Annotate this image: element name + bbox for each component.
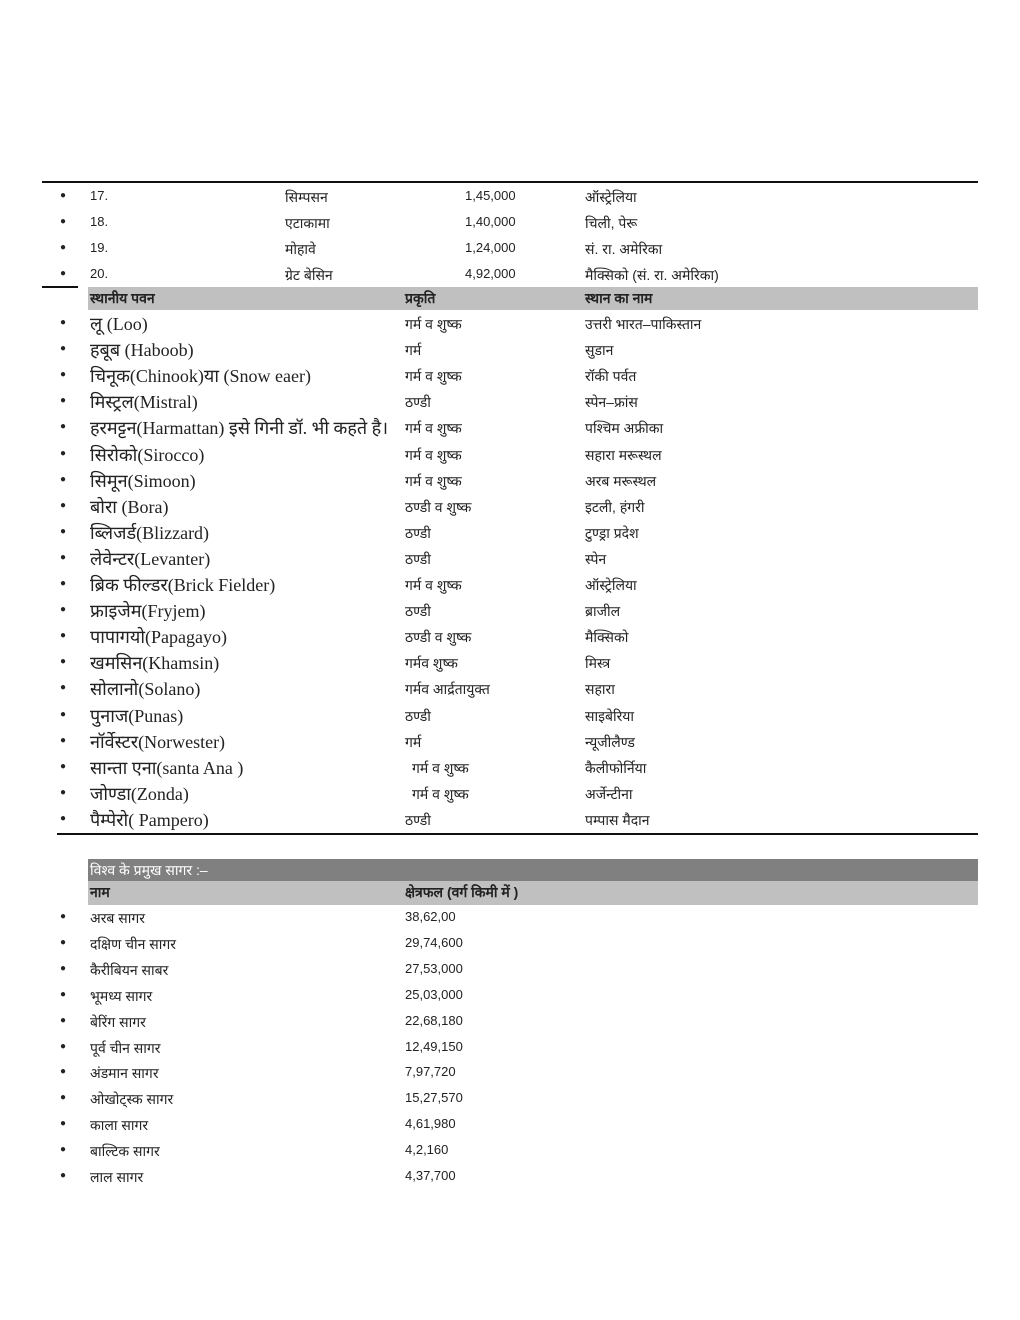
table-row — [0, 210, 1020, 236]
top-rule — [42, 181, 978, 183]
table-row — [0, 729, 1020, 755]
wind-place: मिस्त्र — [585, 655, 611, 672]
wind-name: सोलानो(Solano) — [90, 679, 201, 700]
bullet-icon: ● — [60, 786, 67, 798]
bullet-icon: ● — [60, 473, 67, 485]
desert-location: ऑस्ट्रेलिया — [585, 189, 637, 205]
bullet-icon: ● — [60, 936, 67, 948]
bullet-icon: ● — [60, 525, 67, 537]
wind-nature: गर्म व शुष्क — [405, 446, 462, 463]
wind-nature: गर्म व शुष्क — [405, 420, 462, 437]
wind-nature: गर्म व शुष्क — [412, 759, 469, 776]
sea-area: 29,74,600 — [405, 934, 463, 950]
desert-number: 19. — [90, 240, 109, 255]
table-row — [0, 184, 1020, 210]
wind-place: स्पेन–फ्रांस — [585, 394, 638, 411]
table-row — [0, 755, 1020, 781]
bullet-icon: ● — [60, 369, 67, 381]
wind-name: पापागयो(Papagayo) — [90, 627, 227, 648]
header-nature: प्रकृति — [405, 290, 436, 306]
wind-name: फ्राइजेम(Fryjem) — [90, 601, 206, 622]
wind-nature: ठण्डी — [405, 394, 431, 411]
wind-nature: ठण्डी — [405, 603, 431, 620]
table-row — [0, 598, 1020, 624]
desert-location: मैक्सिको (सं. रा. अमेरिका) — [585, 267, 719, 283]
bullet-icon: ● — [60, 604, 67, 616]
header-place: स्थान का नाम — [585, 290, 653, 306]
table-row — [0, 389, 1020, 415]
wind-name: बोरा (Bora) — [90, 496, 169, 517]
bullet-icon: ● — [60, 630, 67, 642]
bullet-icon: ● — [60, 499, 67, 511]
bullet-icon: ● — [60, 962, 67, 974]
wind-name: पुनाज(Punas) — [90, 705, 184, 726]
table-row — [0, 236, 1020, 262]
wind-name: सान्ता एना(santa Ana ) — [90, 757, 244, 778]
wind-place: पम्पास मैदान — [585, 811, 650, 828]
bullet-icon: ● — [60, 1118, 67, 1130]
wind-name: मिस्ट्रल(Mistral) — [90, 392, 198, 413]
table-row — [0, 415, 1020, 441]
wind-nature: गर्म — [405, 342, 422, 359]
bullet-icon: ● — [60, 343, 67, 355]
table-row — [0, 363, 1020, 389]
table-row — [0, 442, 1020, 468]
sea-area: 27,53,000 — [405, 960, 463, 976]
header-local-wind: स्थानीय पवन — [90, 290, 155, 306]
wind-name: सिरोको(Sirocco) — [90, 444, 205, 465]
wind-name: हबूब (Haboob) — [90, 340, 194, 361]
wind-name: ब्लिजर्ड(Blizzard) — [90, 522, 210, 543]
sea-name: अरब सागर — [90, 910, 146, 926]
bullet-icon: ● — [60, 242, 67, 253]
wind-place: उत्तरी भारत–पाकिस्तान — [585, 316, 702, 332]
bullet-icon: ● — [60, 1170, 67, 1181]
table-row — [0, 520, 1020, 546]
table-row — [0, 1138, 1020, 1164]
wind-nature: ठण्डी — [405, 707, 431, 724]
sea-area: 22,68,180 — [405, 1012, 463, 1028]
wind-place: न्यूजीलैण्ड — [585, 733, 635, 750]
rule-stub — [42, 286, 78, 288]
sea-name: अंडमान सागर — [90, 1065, 159, 1082]
sea-area: 38,62,00 — [405, 909, 456, 924]
bullet-icon: ● — [60, 760, 67, 772]
wind-place: स्पेन — [585, 550, 607, 567]
wind-nature: गर्म व शुष्क — [412, 785, 469, 802]
bullet-icon: ● — [60, 812, 67, 824]
wind-nature: गर्म व शुष्क — [405, 472, 462, 489]
desert-number: 17. — [90, 188, 109, 203]
wind-place: मैक्सिको — [585, 629, 629, 646]
table-row — [0, 494, 1020, 520]
table-row — [0, 546, 1020, 572]
table-row — [0, 781, 1020, 807]
bullet-icon: ● — [60, 1014, 67, 1026]
table-row — [0, 905, 1020, 931]
table-row — [0, 468, 1020, 494]
wind-place: पश्चिम अफ्रीका — [585, 420, 664, 437]
wind-name: सिमून(Simoon) — [90, 470, 196, 491]
table-row — [0, 703, 1020, 729]
wind-nature: ठण्डी व शुष्क — [405, 498, 472, 515]
desert-number: 18. — [90, 214, 109, 229]
sea-name: कैरीबियन साबर — [90, 961, 169, 978]
table-row — [0, 807, 1020, 833]
table-row — [0, 650, 1020, 676]
table-row — [0, 337, 1020, 363]
bullet-icon: ● — [60, 578, 67, 589]
sea-name: लाल सागर — [90, 1169, 144, 1185]
wind-place: टुण्ड्रा प्रदेश — [585, 524, 639, 541]
sea-name: काला सागर — [90, 1117, 149, 1134]
sea-area: 4,61,980 — [405, 1116, 456, 1132]
bullet-icon: ● — [60, 1092, 67, 1104]
desert-area: 1,45,000 — [465, 188, 516, 203]
table-row — [0, 1086, 1020, 1112]
wind-place: इटली, हंगरी — [585, 498, 645, 515]
sea-name: पूर्व चीन सागर — [90, 1039, 161, 1056]
desert-area: 4,92,000 — [465, 266, 516, 281]
desert-area: 1,40,000 — [465, 214, 516, 229]
seas-header — [88, 881, 978, 905]
wind-place: अर्जेन्टीना — [585, 785, 633, 802]
sea-name: ओखोट्स्क सागर — [90, 1091, 174, 1108]
wind-place: अरब मरूस्थल — [585, 472, 657, 489]
wind-place: साइबेरिया — [585, 707, 635, 724]
bullet-icon: ● — [60, 190, 67, 201]
bullet-icon: ● — [60, 1144, 67, 1156]
wind-nature: गर्म व शुष्क — [405, 577, 462, 593]
wind-nature: गर्म व शुष्क — [405, 316, 462, 332]
header-sea-name: नाम — [90, 884, 110, 900]
bullet-icon: ● — [60, 734, 67, 746]
wind-name: हरमट्टन(Harmattan) इसे गिनी डॉ. भी कहते है। — [90, 418, 389, 439]
desert-area: 1,24,000 — [465, 240, 516, 255]
wind-name: जोण्डा(Zonda) — [90, 783, 189, 804]
desert-name: मोहावे — [285, 241, 316, 257]
bullet-icon: ● — [60, 682, 67, 694]
table-row — [0, 624, 1020, 650]
table-row — [0, 931, 1020, 957]
wind-nature: ठण्डी — [405, 550, 431, 567]
seas-title-band — [88, 859, 978, 881]
desert-number: 20. — [90, 266, 109, 281]
desert-name: सिम्पसन — [285, 189, 328, 205]
bullet-icon: ● — [60, 1066, 67, 1078]
seas-title: विश्व के प्रमुख सागर :– — [90, 862, 208, 878]
bullet-icon: ● — [60, 911, 67, 922]
table-row — [0, 983, 1020, 1009]
wind-nature: ठण्डी — [405, 811, 431, 828]
bullet-icon: ● — [60, 421, 67, 433]
wind-name: नॉर्वेस्टर(Norwester) — [90, 731, 226, 752]
table-row — [0, 1035, 1020, 1061]
table-row — [0, 957, 1020, 983]
wind-place: ऑस्ट्रेलिया — [585, 577, 637, 593]
sea-name: बाल्टिक सागर — [90, 1143, 160, 1160]
bullet-icon: ● — [60, 551, 67, 563]
wind-place: ब्राजील — [585, 603, 621, 620]
wind-nature: गर्म — [405, 733, 422, 750]
bullet-icon: ● — [60, 1040, 67, 1052]
wind-name: लू (Loo) — [90, 314, 148, 334]
desert-name: एटाकामा — [285, 215, 330, 231]
wind-name: लेवेन्टर(Levanter) — [90, 548, 211, 569]
wind-place: कैलीफोर्निया — [585, 759, 647, 776]
wind-nature: ठण्डी — [405, 524, 431, 541]
bullet-icon: ● — [60, 656, 67, 668]
desert-location: सं. रा. अमेरिका — [585, 241, 663, 257]
wind-place: सहारा — [585, 681, 615, 698]
wind-place: सहारा मरूस्थल — [585, 446, 662, 463]
sea-name: बेरिंग सागर — [90, 1013, 146, 1030]
sea-area: 12,49,150 — [405, 1038, 463, 1054]
wind-name: ब्रिक फील्डर(Brick Fielder) — [90, 575, 276, 595]
wind-name: पैम्पेरो( Pampero) — [90, 809, 209, 830]
bullet-icon: ● — [60, 988, 67, 1000]
wind-nature: गर्म व शुष्क — [405, 368, 462, 385]
bullet-icon: ● — [60, 708, 67, 720]
bullet-icon: ● — [60, 317, 67, 328]
wind-place: सुडान — [585, 342, 614, 359]
table-row — [0, 676, 1020, 702]
wind-name: चिनूक(Chinook)या (Snow eaer) — [90, 366, 311, 387]
bullet-icon: ● — [60, 395, 67, 407]
bullet-icon: ● — [60, 268, 67, 279]
table-row — [0, 311, 1020, 337]
wind-nature: ठण्डी व शुष्क — [405, 629, 472, 646]
winds-header — [88, 287, 978, 310]
wind-place: रॉकी पर्वत — [585, 368, 637, 385]
table-row — [0, 572, 1020, 598]
bullet-icon: ● — [60, 216, 67, 227]
desert-location: चिली, पेरू — [585, 215, 638, 231]
wind-name: खमसिन(Khamsin) — [90, 653, 220, 674]
table-row — [0, 1009, 1020, 1035]
sea-area: 7,97,720 — [405, 1064, 456, 1080]
sea-area: 15,27,570 — [405, 1090, 463, 1106]
bullet-icon: ● — [60, 447, 67, 459]
table-row — [0, 1164, 1020, 1190]
sea-area: 4,2,160 — [405, 1142, 449, 1158]
header-sea-area: क्षेत्रफल (वर्ग किमी में ) — [405, 884, 519, 900]
wind-nature: गर्मव आर्द्रतायुक्त — [405, 681, 490, 698]
desert-name: ग्रेट बेसिन — [285, 267, 333, 283]
sea-name: भूमध्य सागर — [90, 987, 153, 1004]
winds-bottom-rule — [57, 833, 978, 835]
table-row — [0, 1112, 1020, 1138]
sea-area: 25,03,000 — [405, 986, 463, 1002]
wind-nature: गर्मव शुष्क — [405, 655, 458, 672]
sea-name: दक्षिण चीन सागर — [90, 935, 176, 952]
table-row — [0, 1060, 1020, 1086]
table-row — [0, 262, 1020, 288]
sea-area: 4,37,700 — [405, 1168, 456, 1183]
